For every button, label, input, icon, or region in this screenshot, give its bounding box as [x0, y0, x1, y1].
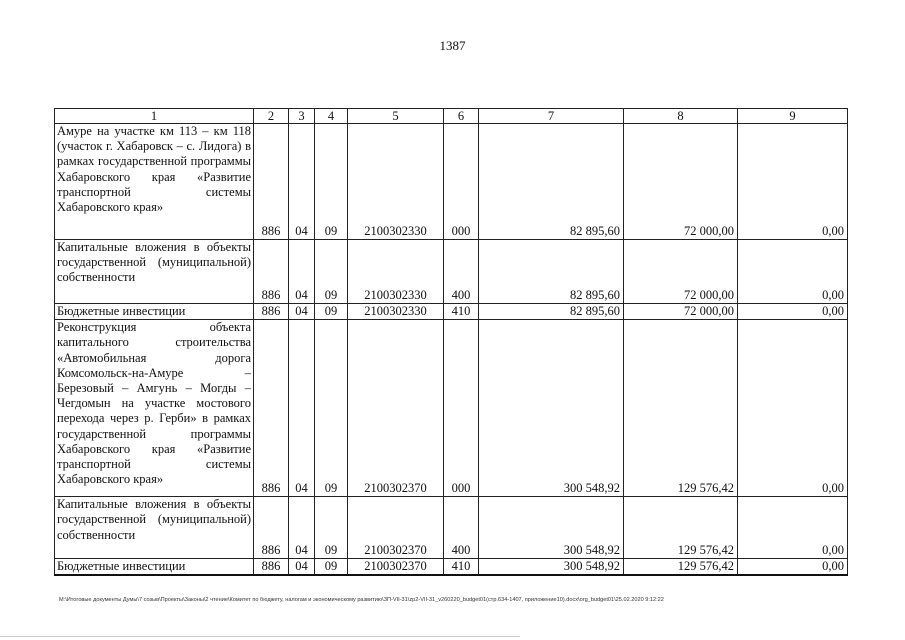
cell-expense-type: 410: [444, 304, 479, 320]
cell-code: 886: [254, 124, 289, 240]
cell-code: 886: [254, 497, 289, 559]
row-description: Реконструкция объекта капитального строительства «Автомобильная дорога Комсомольск-на-Амуре – Березовый – Амгунь – Могды – Чегдомын на участке мостового перехода через р. Герби» в рамках государственной программы Хабаровского края «Развитие транспортной системы Хабаровского края»: [55, 320, 254, 497]
header-cell: 5: [348, 109, 444, 124]
cell-amount: 129 576,42: [624, 497, 738, 559]
table-row: [55, 124, 848, 240]
cell-subsection: 09: [315, 304, 348, 320]
cell-amount: 0,00: [738, 320, 848, 497]
row-description: Бюджетные инвестиции: [55, 559, 254, 576]
document-footer-path: M:\Итоговые документы Думы\7 созыв\Проекты\Законы\2 чтение\Комитет по бюджету, налогам и экономическому развитию\ЗП-VII-31\zp2-VII-31_v260220_budget01(стр.634-1407, приложение10).docx\org_budget01\25.02.2020 9:12:22: [59, 597, 664, 603]
cell-amount: 72 000,00: [624, 304, 738, 320]
cell-expense-type: 000: [444, 124, 479, 240]
cell-code: 886: [254, 559, 289, 576]
cell-amount: 129 576,42: [624, 320, 738, 497]
cell-code: 886: [254, 320, 289, 497]
table-row: [55, 559, 848, 576]
header-cell: 9: [738, 109, 848, 124]
cell-amount: 300 548,92: [479, 497, 624, 559]
cell-code: 886: [254, 240, 289, 304]
cell-amount: 300 548,92: [479, 320, 624, 497]
cell-code: 886: [254, 304, 289, 320]
cell-amount: 0,00: [738, 304, 848, 320]
cell-section: 04: [289, 559, 315, 576]
cell-section: 04: [289, 497, 315, 559]
cell-amount: 0,00: [738, 124, 848, 240]
cell-amount: 0,00: [738, 497, 848, 559]
cell-amount: 0,00: [738, 240, 848, 304]
budget-table: [54, 108, 848, 576]
cell-expense-type: 410: [444, 559, 479, 576]
cell-subsection: 09: [315, 320, 348, 497]
scan-edge-line: [0, 636, 520, 637]
cell-expense-type: 000: [444, 320, 479, 497]
cell-subsection: 09: [315, 240, 348, 304]
row-description: Амуре на участке км 113 – км 118 (участок г. Хабаровск – с. Лидога) в рамках государственной программы Хабаровского края «Развитие транспортной системы Хабаровского края»: [55, 124, 254, 240]
header-cell: 6: [444, 109, 479, 124]
header-cell: 1: [55, 109, 254, 124]
header-cell: 7: [479, 109, 624, 124]
row-description: Капитальные вложения в объекты государственной (муниципальной) собственности: [55, 497, 254, 559]
page-number: 1387: [439, 38, 466, 53]
cell-target-article: 2100302330: [348, 124, 444, 240]
cell-amount: 0,00: [738, 559, 848, 576]
table-row: [55, 497, 848, 559]
cell-section: 04: [289, 124, 315, 240]
cell-amount: 300 548,92: [479, 559, 624, 576]
row-description: Бюджетные инвестиции: [55, 304, 254, 320]
table-row: [55, 304, 848, 320]
cell-subsection: 09: [315, 559, 348, 576]
header-cell: 4: [315, 109, 348, 124]
header-cell: 3: [289, 109, 315, 124]
cell-section: 04: [289, 304, 315, 320]
cell-amount: 82 895,60: [479, 304, 624, 320]
cell-section: 04: [289, 320, 315, 497]
table-row: [55, 320, 848, 497]
cell-subsection: 09: [315, 497, 348, 559]
cell-expense-type: 400: [444, 497, 479, 559]
cell-amount: 129 576,42: [624, 559, 738, 576]
table-row: [55, 240, 848, 304]
table-header-row: [55, 109, 848, 124]
cell-amount: 72 000,00: [624, 124, 738, 240]
cell-section: 04: [289, 240, 315, 304]
cell-amount: 82 895,60: [479, 124, 624, 240]
header-cell: 8: [624, 109, 738, 124]
cell-target-article: 2100302330: [348, 240, 444, 304]
cell-subsection: 09: [315, 124, 348, 240]
header-cell: 2: [254, 109, 289, 124]
cell-target-article: 2100302370: [348, 497, 444, 559]
cell-expense-type: 400: [444, 240, 479, 304]
cell-target-article: 2100302370: [348, 320, 444, 497]
cell-target-article: 2100302370: [348, 559, 444, 576]
cell-target-article: 2100302330: [348, 304, 444, 320]
cell-amount: 72 000,00: [624, 240, 738, 304]
row-description: Капитальные вложения в объекты государственной (муниципальной) собственности: [55, 240, 254, 304]
cell-amount: 82 895,60: [479, 240, 624, 304]
